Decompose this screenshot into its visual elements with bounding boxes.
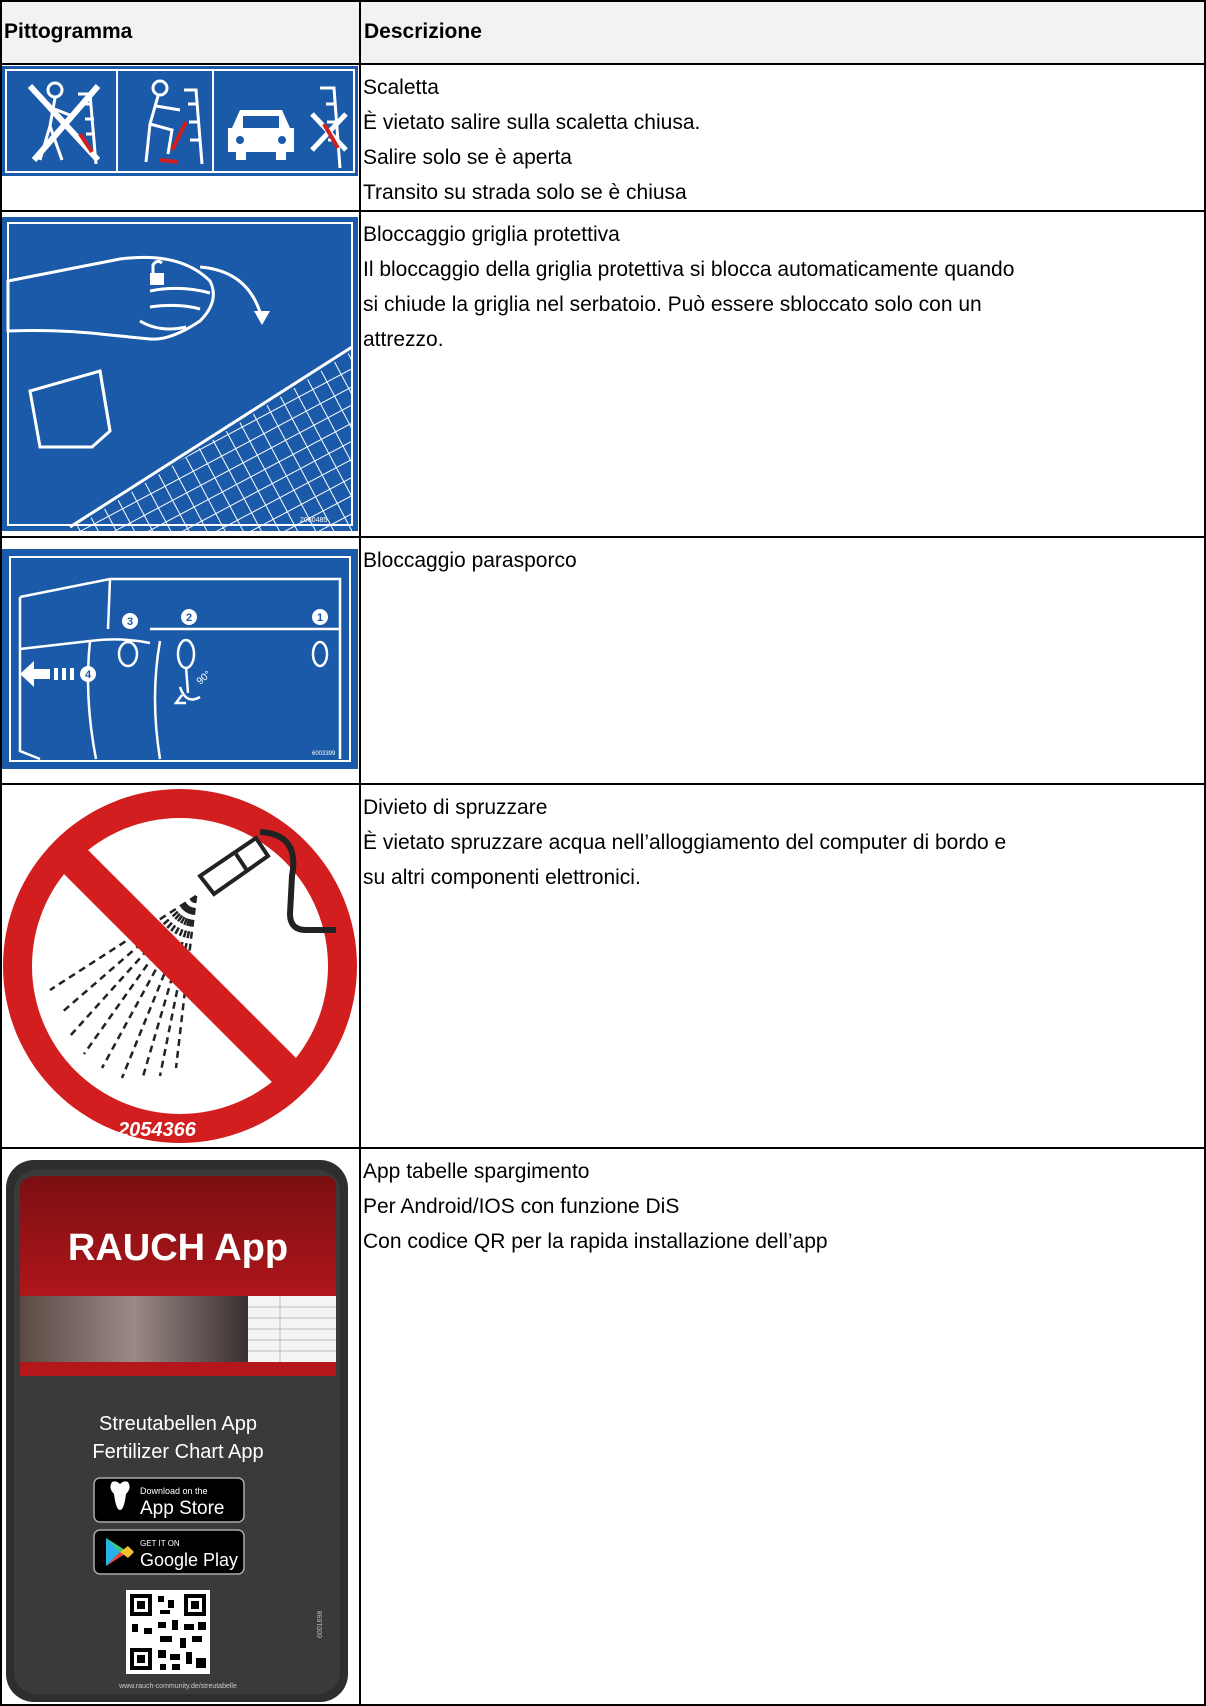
googleplay-small-label: GET IT ON [140,1539,180,1548]
protective-grid-lock-icon [0,211,360,537]
description-line: su altri componenti elettronici. [363,866,641,889]
description-line: Transito su strada solo se è chiusa [363,181,687,204]
googleplay-label: Google Play [140,1550,239,1570]
app-subtitle-2: Fertilizer Chart App [92,1441,264,1463]
description-title: App tabelle spargimento [363,1160,590,1183]
table-border [0,536,1206,538]
appstore-small-label: Download on the [140,1486,208,1496]
description-title: Bloccaggio griglia protettiva [363,223,620,246]
table-row [0,211,1206,537]
pictogram-code: 2054366 [118,1119,196,1141]
ladder-safety-icon [0,64,360,211]
table-border [0,0,1206,2]
app-title: RAUCH App [67,1227,289,1269]
number-4: 4 [84,669,92,681]
table-row [0,1148,1206,1706]
mudguard-lock-icon [0,537,360,784]
description-line: attrezzo. [363,328,444,351]
table-border [0,1147,1206,1149]
header-pictogram: Pittogramma [0,0,360,64]
number-1: 1 [316,612,324,624]
table-border [0,783,1206,785]
description-line: Con codice QR per la rapida installazione dell’app [363,1230,828,1253]
description-cell [360,64,1206,211]
number-3: 3 [126,616,134,628]
table-border [359,0,361,1706]
table-row [0,64,1206,211]
description-line: È vietato salire sulla scaletta chiusa. [363,111,701,134]
table-row [0,784,1206,1148]
app-subtitle-1: Streutabellen App [99,1413,257,1435]
header-description: Descrizione [360,0,1206,64]
description-cell [360,537,1206,784]
description-line: Per Android/IOS con funzione DiS [363,1195,680,1218]
description-line: È vietato spruzzare acqua nell’alloggiamento del computer di bordo e [363,831,1007,854]
description-title: Divieto di spruzzare [363,796,548,819]
pictogram-code: 2060485 [300,517,328,524]
appstore-label: App Store [140,1498,225,1519]
pictogram-code: 6001698 [317,1610,324,1638]
app-url: www.rauch-community.de/streutabelle [119,1683,237,1690]
rauch-app-sticker-icon [0,1148,360,1706]
description-line: Salire solo se è aperta [363,146,572,169]
description-line: Il bloccaggio della griglia protettiva si blocca automaticamente quando [363,258,1015,281]
table-border [0,210,1206,212]
no-spraying-icon [0,784,360,1148]
table-row [0,537,1206,784]
table-border [0,63,1206,65]
pictogram-code: 6003399 [312,751,336,757]
description-cell [360,1148,1206,1706]
number-2: 2 [185,612,193,624]
description-cell [360,784,1206,1148]
description-title: Bloccaggio parasporco [363,549,577,572]
description-title: Scaletta [363,76,439,99]
table-border [0,0,2,1706]
angle-label: 90° [194,669,214,688]
description-cell [360,211,1206,537]
description-line: si chiude la griglia nel serbatoio. Può essere sbloccato solo con un [363,293,982,316]
